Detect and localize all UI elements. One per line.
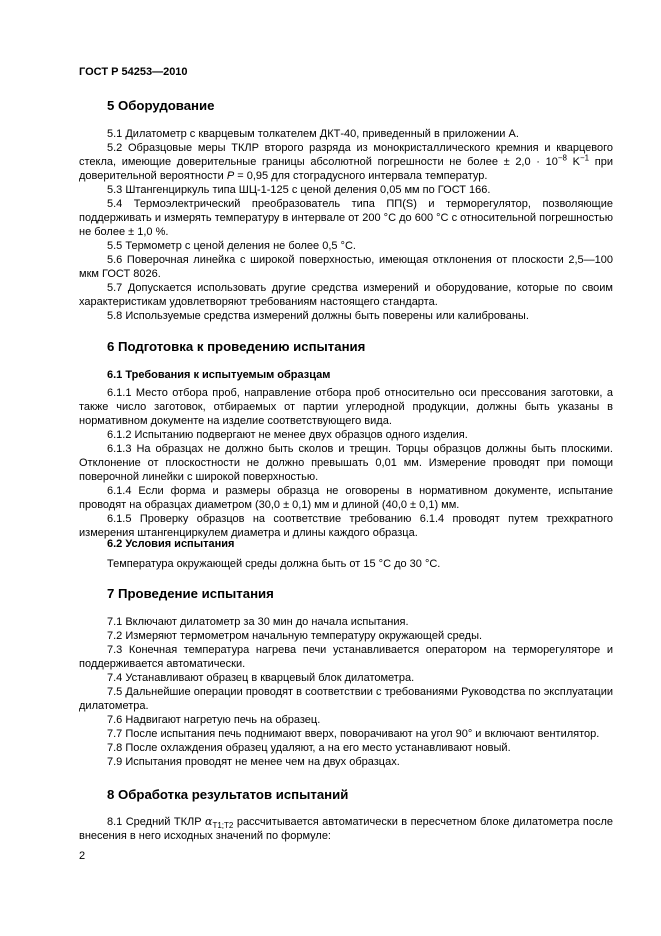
para-5-4: 5.4 Термоэлектрический преобразователь типа ПП(S) и терморегулятор, позволяющие поддерживать и измерять температуру в интервале от 200 °С до 600 °С с относительной погрешностью не более ± 1,0 %. [79,198,613,238]
page-number: 2 [79,850,86,862]
para-7-2: 7.2 Измеряют термометром начальную температуру окружающей среды. [107,630,483,642]
subsection-6-1-title: 6.1 Требования к испытуемым образцам [107,369,331,381]
para-5-1: 5.1 Дилатометр с кварцевым толкателем ДКТ-40, приведенный в приложении А. [107,128,519,140]
para-5-3: 5.3 Штангенциркуль типа ШЦ-1-125 с ценой деления 0,05 мм по ГОСТ 166. [107,184,491,196]
para-5-8: 5.8 Используемые средства измерений должны быть поверены или калиброваны. [107,310,529,322]
para-5-7: 5.7 Допускается использовать другие средства измерений и оборудование, которые по своим характеристикам удовлетворяют требованиям настоящего стандарта. [79,282,613,308]
document-header: ГОСТ Р 54253—2010 [79,66,188,78]
alpha-symbol: α [205,815,213,828]
section-8-title: 8 Обработка результатов испытаний [107,787,349,802]
section-8-body [79,815,613,843]
subsection-6-2-title: 6.2 Условия испытания [107,538,235,550]
para-6-1-3: 6.1.3 На образцах не должно быть сколов и трещин. Торцы образцов должны быть плоскими. Отклонение от плоскостности не должно превышать 0,01 мм. Измерение проводят при помощи поверочной линейки с широкой поверхностью. [79,443,613,483]
section-5-body [79,127,613,323]
para-7-1: 7.1 Включают дилатометр за 30 мин до начала испытания. [107,616,409,628]
para-7-5: 7.5 Дальнейшие операции проводят в соответствии с требованиями Руководства по эксплуатации дилатометра. [79,686,613,712]
section-5-title: 5 Оборудование [107,98,215,113]
section-7-body [79,615,613,769]
para-6-1-2: 6.1.2 Испытанию подвергают не менее двух образцов одного изделия. [107,429,468,441]
alpha-subscript: T1;T2 [212,821,234,831]
para-5-6: 5.6 Поверочная линейка с широкой поверхностью, имеющая отклонения от плоскости 2,5—100 мкм ГОСТ 8026. [79,254,613,280]
section-6-1-body [79,386,613,540]
para-8-1: 8.1 Средний ТКЛР $\alpha_{T1;T2}$ рассчитывается автоматически в пересчетном блоке дилатометра после внесения в него исходных значений по формуле: [79,815,613,842]
para-7-4: 7.4 Устанавливают образец в кварцевый блок дилатометра. [107,672,415,684]
para-7-6: 7.6 Надвигают нагретую печь на образец. [107,714,321,726]
para-7-7: 7.7 После испытания печь поднимают вверх, поворачивают на угол 90° и включают вентилятор. [107,728,600,740]
para-6-1-5: 6.1.5 Проверку образцов на соответствие требованию 6.1.4 проводят путем трехкратного измерения штангенциркулем диаметра и длины каждого образца. [79,513,613,539]
section-5-title-block [79,98,613,114]
para-7-8: 7.8 После охлаждения образец удаляют, а на его место устанавливают новый. [107,742,511,754]
section-7-title: 7 Проведение испытания [107,586,274,601]
para-6-1-1: 6.1.1 Место отбора проб, направление отбора проб относительно оси прессования заготовки, а также число заготовок, отбираемых от партии углеродной продукции, должны быть указаны в нормативном документе на изделие соответствующего вида. [79,387,613,427]
para-6-2: Температура окружающей среды должна быть от 15 °С до 30 °С. [107,558,441,570]
section-6-title: 6 Подготовка к проведению испытания [107,339,366,354]
para-5-5: 5.5 Термометр с ценой деления не более 0,5 °С. [107,240,356,252]
section-6-2-body [79,557,613,571]
section-6-title-block [79,339,613,355]
para-7-9: 7.9 Испытания проводят не менее чем на двух образцах. [107,756,400,768]
para-6-1-4: 6.1.4 Если форма и размеры образца не оговорены в нормативном документе, испытание проводят на образцах диаметром (30,0 ± 0,1) мм и длиной (40,0 ± 0,1) мм. [79,485,613,511]
section-6-2-heading-block [79,537,613,551]
section-7-title-block [79,586,613,602]
para-7-3: 7.3 Конечная температура нагрева печи устанавливается оператором на терморегуляторе и поддерживается автоматически. [79,644,613,670]
section-6-1-heading-block [79,368,613,382]
section-8-title-block [79,787,613,803]
para-5-2: 5.2 Образцовые меры ТКЛР второго разряда из монокристаллического кремния и кварцевого стекла, имеющие доверительные границы абсолютной погрешности не более ± $2,0 \cdot 10^{-8}$ $K^{-1}$ при доверительной вероятности P = 0,95 для стоградусного интервала температур. [79,142,613,182]
